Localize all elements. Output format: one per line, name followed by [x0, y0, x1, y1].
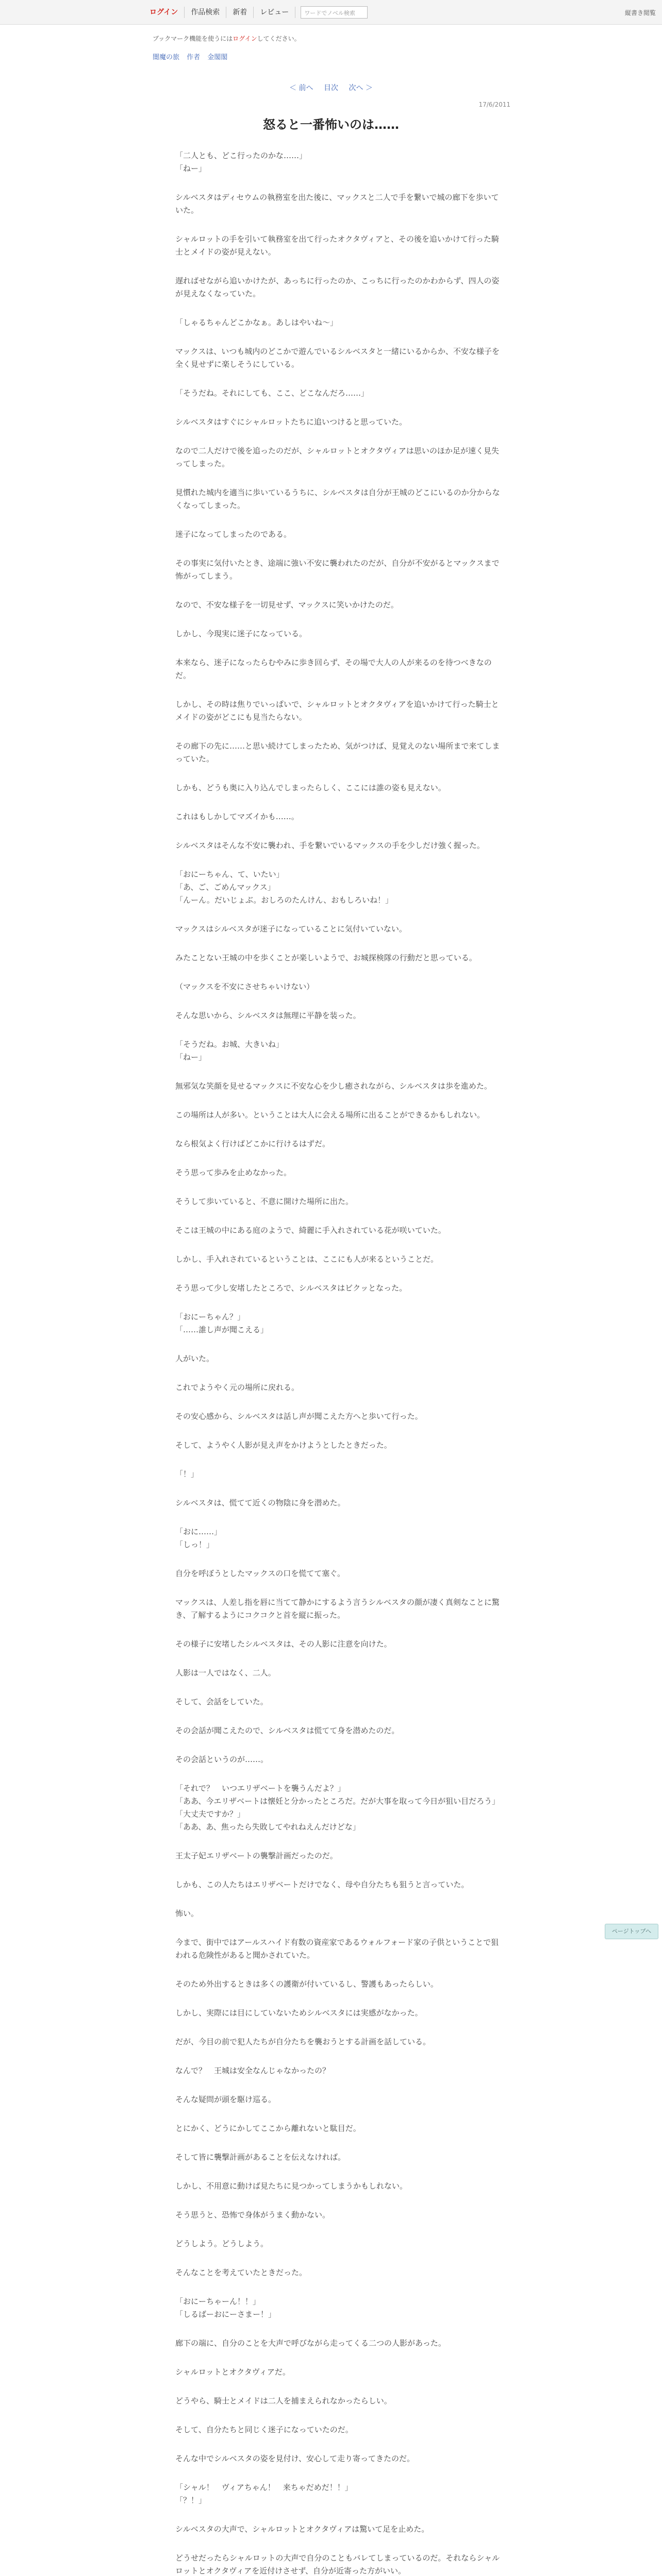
story-paragraph: 怖い。	[175, 1909, 199, 1918]
bookmark-notice	[153, 34, 301, 43]
story-paragraph: しかし、今現実に迷子になっている。	[175, 629, 307, 638]
story-paragraph: なんで？ 王城は安全なんじゃなかったの？	[175, 2066, 330, 2075]
story-paragraph: 人影は一人ではなく、二人。	[175, 1668, 276, 1677]
chapter-body	[175, 149, 505, 2576]
story-paragraph: そんな中でシルベスタの姿を見付け、安心して走り寄ってきたのだ。	[175, 2454, 415, 2463]
chapter-title: 怒ると一番怖いのは……	[263, 117, 399, 132]
story-paragraph: マックスはシルベスタが迷子になっていることに気付いていない。	[175, 924, 407, 934]
chapter-pager-top	[0, 82, 662, 93]
story-paragraph: そして皆に襲撃計画があることを伝えなければ。	[175, 2153, 346, 2162]
story-paragraph: その事実に気付いたとき、途端に強い不安に襲われたのだが、自分が不安がるとマックスまで怖がってしまう。	[175, 558, 500, 581]
story-paragraph: そして、自分たちと同じく迷子になっていたのだ。	[175, 2425, 353, 2434]
story-paragraph: しかも、どうも奥に入り込んでしまったらしく、ここには誰の姿も見えない。	[175, 783, 446, 792]
story-paragraph: （マックスを不安にさせちゃいけない）	[175, 982, 315, 991]
story-paragraph: 「シャル！ ヴィアちゃん！ 来ちゃだめだ！！」 「？！」	[175, 2483, 353, 2505]
story-paragraph: 遅ればせながら追いかけたが、あっちに行ったのか、こっちに行ったのかわからず、四人の姿が見えなくなっていた。	[175, 276, 500, 298]
story-paragraph: そのため外出するときは多くの護衛が付いているし、警護もあったらしい。	[175, 1979, 438, 1989]
story-paragraph: なので、不安な様子を一切見せず、マックスに笑いかけたのだ。	[175, 600, 399, 609]
nav-item-search[interactable]: 作品検索	[185, 7, 226, 18]
story-paragraph: これはもしかしてマズイかも……。	[175, 812, 299, 821]
story-paragraph: 迷子になってしまったのである。	[175, 530, 292, 539]
notice-prefix: ブックマーク機能を使うには	[153, 35, 233, 42]
story-paragraph: そんなことを考えていたときだった。	[175, 2268, 307, 2277]
nav-item-new[interactable]: 新着	[226, 7, 254, 18]
table-of-contents-link[interactable]: 目次	[324, 84, 338, 92]
story-paragraph: 自分を呼ぼうとしたマックスの口を慌てて塞ぐ。	[175, 1569, 345, 1578]
story-paragraph: シルベスタは、慌てて近くの物陰に身を潜めた。	[175, 1498, 345, 1507]
story-paragraph: とにかく、どうにかしてここから離れないと駄目だ。	[175, 2124, 361, 2133]
story-paragraph: どうせだったらシャルロットの大声で自分のこともバレてしまっているのだ。それならシャルロットとオクタヴィアを近付けさせず、自分が近寄った方がいい。	[175, 2553, 500, 2575]
story-paragraph: しかし、手入れされているということは、ここにも人が来るということだ。	[175, 1255, 439, 1264]
story-paragraph: そんな疑問が頭を駆け巡る。	[175, 2095, 276, 2104]
story-paragraph: 無邪気な笑顔を見せるマックスに不安な心を少し癒されながら、シルベスタは歩を進めた。	[175, 1081, 492, 1091]
story-paragraph: 「！」	[175, 1469, 199, 1479]
search-input[interactable]: ワードでノベル検索	[301, 6, 368, 19]
breadcrumb	[153, 52, 233, 61]
story-paragraph: そう思うと、恐怖で身体がうまく動かない。	[175, 2210, 330, 2219]
login-link[interactable]: ログイン	[150, 7, 185, 18]
story-paragraph: その会話が聞こえたので、シルベスタは慌てて身を潜めたのだ。	[175, 1726, 400, 1735]
story-paragraph: 人がいた。	[175, 1354, 214, 1363]
story-paragraph: 本来なら、迷子になったらむやみに歩き回らず、その場で大人の人が来るのを待つべきなのだ。	[175, 658, 492, 680]
story-paragraph: 「二人とも、どこ行ったのかな……」 「ねー」	[175, 151, 307, 173]
story-paragraph: 廊下の端に、自分のことを大声で呼びながら走ってくる二つの人影があった。	[175, 2338, 446, 2348]
story-paragraph: これでようやく元の場所に戻れる。	[175, 1383, 300, 1392]
next-chapter-link[interactable]: 次へ ＞	[349, 84, 373, 92]
page-top-button[interactable]: ページトップへ	[605, 1924, 658, 1939]
story-paragraph: そう思って歩みを止めなかった。	[175, 1168, 292, 1177]
story-paragraph: マックスは、いつも城内のどこかで遊んでいるシルベスタと一緒にいるからか、不安な様子を全く見せずに楽しそうにしている。	[175, 347, 500, 369]
story-paragraph: シルベスタの大声で、シャルロットとオクタヴィアは驚いて足を止めた。	[175, 2524, 429, 2534]
story-paragraph: シルベスタはすぐにシャルロットたちに追いつけると思っていた。	[175, 417, 407, 427]
story-paragraph: 見慣れた城内を適当に歩いているうちに、シルベスタは自分が王城のどこにいるのか分からなくなってしまった。	[175, 488, 500, 510]
story-paragraph: その廊下の先に……と思い続けてしまったため、気がつけば、見覚えのない場所まで来てしまっていた。	[175, 741, 500, 764]
story-paragraph: どうしよう。どうしよう。	[175, 2239, 269, 2248]
story-paragraph: しかし、実際には目にしていないためシルベスタには実感がなかった。	[175, 2008, 423, 2018]
story-paragraph: 今まで、街中ではアールスハイド有数の資産家であるウォルフォード家の子供ということで狙われる危険性があると聞かされていた。	[175, 1938, 499, 1960]
story-paragraph: シャルロットの手を引いて執務室を出て行ったオクタヴィアと、その後を追いかけて行った騎士とメイドの姿が見えない。	[175, 234, 499, 257]
story-paragraph: どうやら、騎士とメイドは二人を捕まえられなかったらしい。	[175, 2396, 392, 2405]
story-paragraph: なので二人だけで後を追ったのだが、シャルロットとオクタヴィアは思いのほか足が速く見失ってしまった。	[175, 446, 499, 468]
story-paragraph: その会話というのが……。	[175, 1755, 269, 1764]
top-navigation-bar	[0, 0, 662, 25]
prev-chapter-link[interactable]: ＜ 前へ	[289, 84, 313, 92]
breadcrumb-author-label[interactable]: 作者	[187, 54, 201, 61]
story-paragraph: そこは王城の中にある庭のようで、綺麗に手入れされている花が咲いていた。	[175, 1226, 446, 1235]
vertical-reading-link[interactable]: 縦書き閲覧	[624, 9, 656, 16]
story-paragraph: シャルロットとオクタヴィアだ。	[175, 2367, 290, 2377]
story-paragraph: そして、ようやく人影が見え声をかけようとしたときだった。	[175, 1440, 392, 1450]
breadcrumb-series[interactable]: 闇魔の旅	[153, 54, 180, 61]
notice-suffix: してください。	[257, 35, 301, 42]
story-paragraph: 「そうだね。それにしても、ここ、どこなんだろ……」	[175, 388, 369, 398]
story-paragraph: シルベスタはそんな不安に襲われ、手を繋いでいるマックスの手を少しだけ強く握った。	[175, 841, 485, 850]
story-paragraph: そう思って少し安堵したところで、シルベスタはビクッとなった。	[175, 1283, 407, 1293]
story-paragraph: この場所は人が多い。ということは大人に会える場所に出ることができるかもしれない。	[175, 1110, 485, 1120]
story-paragraph: マックスは、人差し指を唇に当てて静かにするよう言うシルベスタの顔が凄く真剣なことに驚き、了解するようにコクコクと首を縦に振った。	[175, 1598, 500, 1620]
story-paragraph: 「それで？ いつエリザベートを襲うんだよ？」 「ああ、今エリザベートは懐妊と分かったところだ。だが大事を取って今日が狙い目だろう」 「大丈夫ですか？」 「ああ、あ、焦ったら失敗してやれねえんだけどな」	[175, 1784, 500, 1832]
notice-login-link[interactable]: ログイン	[233, 35, 257, 42]
story-paragraph: なら根気よく行けばどこかに行けるはずだ。	[175, 1139, 330, 1148]
story-paragraph: 王太子妃エリザベートの襲撃計画だったのだ。	[175, 1851, 338, 1860]
story-paragraph: 「しゃるちゃんどこかなぁ。あしはやいね～」	[175, 318, 338, 327]
story-paragraph: しかし、その時は焦りでいっぱいで、シャルロットとオクタヴィアを追いかけて行った騎士とメイドの姿がどこにも見当たらない。	[175, 700, 499, 722]
site-nav	[150, 6, 368, 19]
story-paragraph: 「おにーちゃん、て、いたい」 「あ、ご、ごめんマックス」 「んーん。だいじょぶ。おしろのたんけん、おもしろいね！」	[175, 870, 393, 905]
posted-date: 17/6/2011	[478, 101, 510, 108]
story-paragraph: そして、会話をしていた。	[175, 1697, 268, 1706]
story-paragraph: 「おにーちゃーん！！」 「しるばーおにーさまー！」	[175, 2297, 276, 2319]
story-paragraph: 「おにーちゃん？」 「……誰し声が聞こえる」	[175, 1312, 269, 1334]
story-paragraph: 「おに……」 「しっ！」	[175, 1527, 222, 1549]
story-paragraph: 「そうだね。お城、大きいね」 「ねー」	[175, 1040, 284, 1062]
story-paragraph: しかも、この人たちはエリザベートだけでなく、母や自分たちも狙うと言っていた。	[175, 1880, 469, 1889]
story-paragraph: そんな思いから、シルベスタは無理に平静を装った。	[175, 1011, 361, 1020]
story-paragraph: だが、今目の前で犯人たちが自分たちを襲おうとする計画を話している。	[175, 2037, 431, 2046]
story-paragraph: その安心感から、シルベスタは話し声が聞こえた方へと歩いて行った。	[175, 1412, 423, 1421]
story-paragraph: みたことない王城の中を歩くことが楽しいようで、お城探検隊の行動だと思っている。	[175, 953, 477, 962]
story-paragraph: しかし、不用意に動けば見たちに見つかってしまうかもしれない。	[175, 2181, 408, 2191]
nav-item-review[interactable]: レビュー	[254, 7, 295, 18]
story-paragraph: そうして歩いていると、不意に開けた場所に出た。	[175, 1197, 354, 1206]
story-paragraph: その様子に安堵したシルベスタは、その人影に注意を向けた。	[175, 1639, 392, 1649]
breadcrumb-author[interactable]: 金閣閣	[207, 54, 228, 61]
story-paragraph: シルベスタはディセウムの執務室を出た後に、マックスと二人で手を繋いで城の廊下を歩いていた。	[175, 193, 499, 215]
